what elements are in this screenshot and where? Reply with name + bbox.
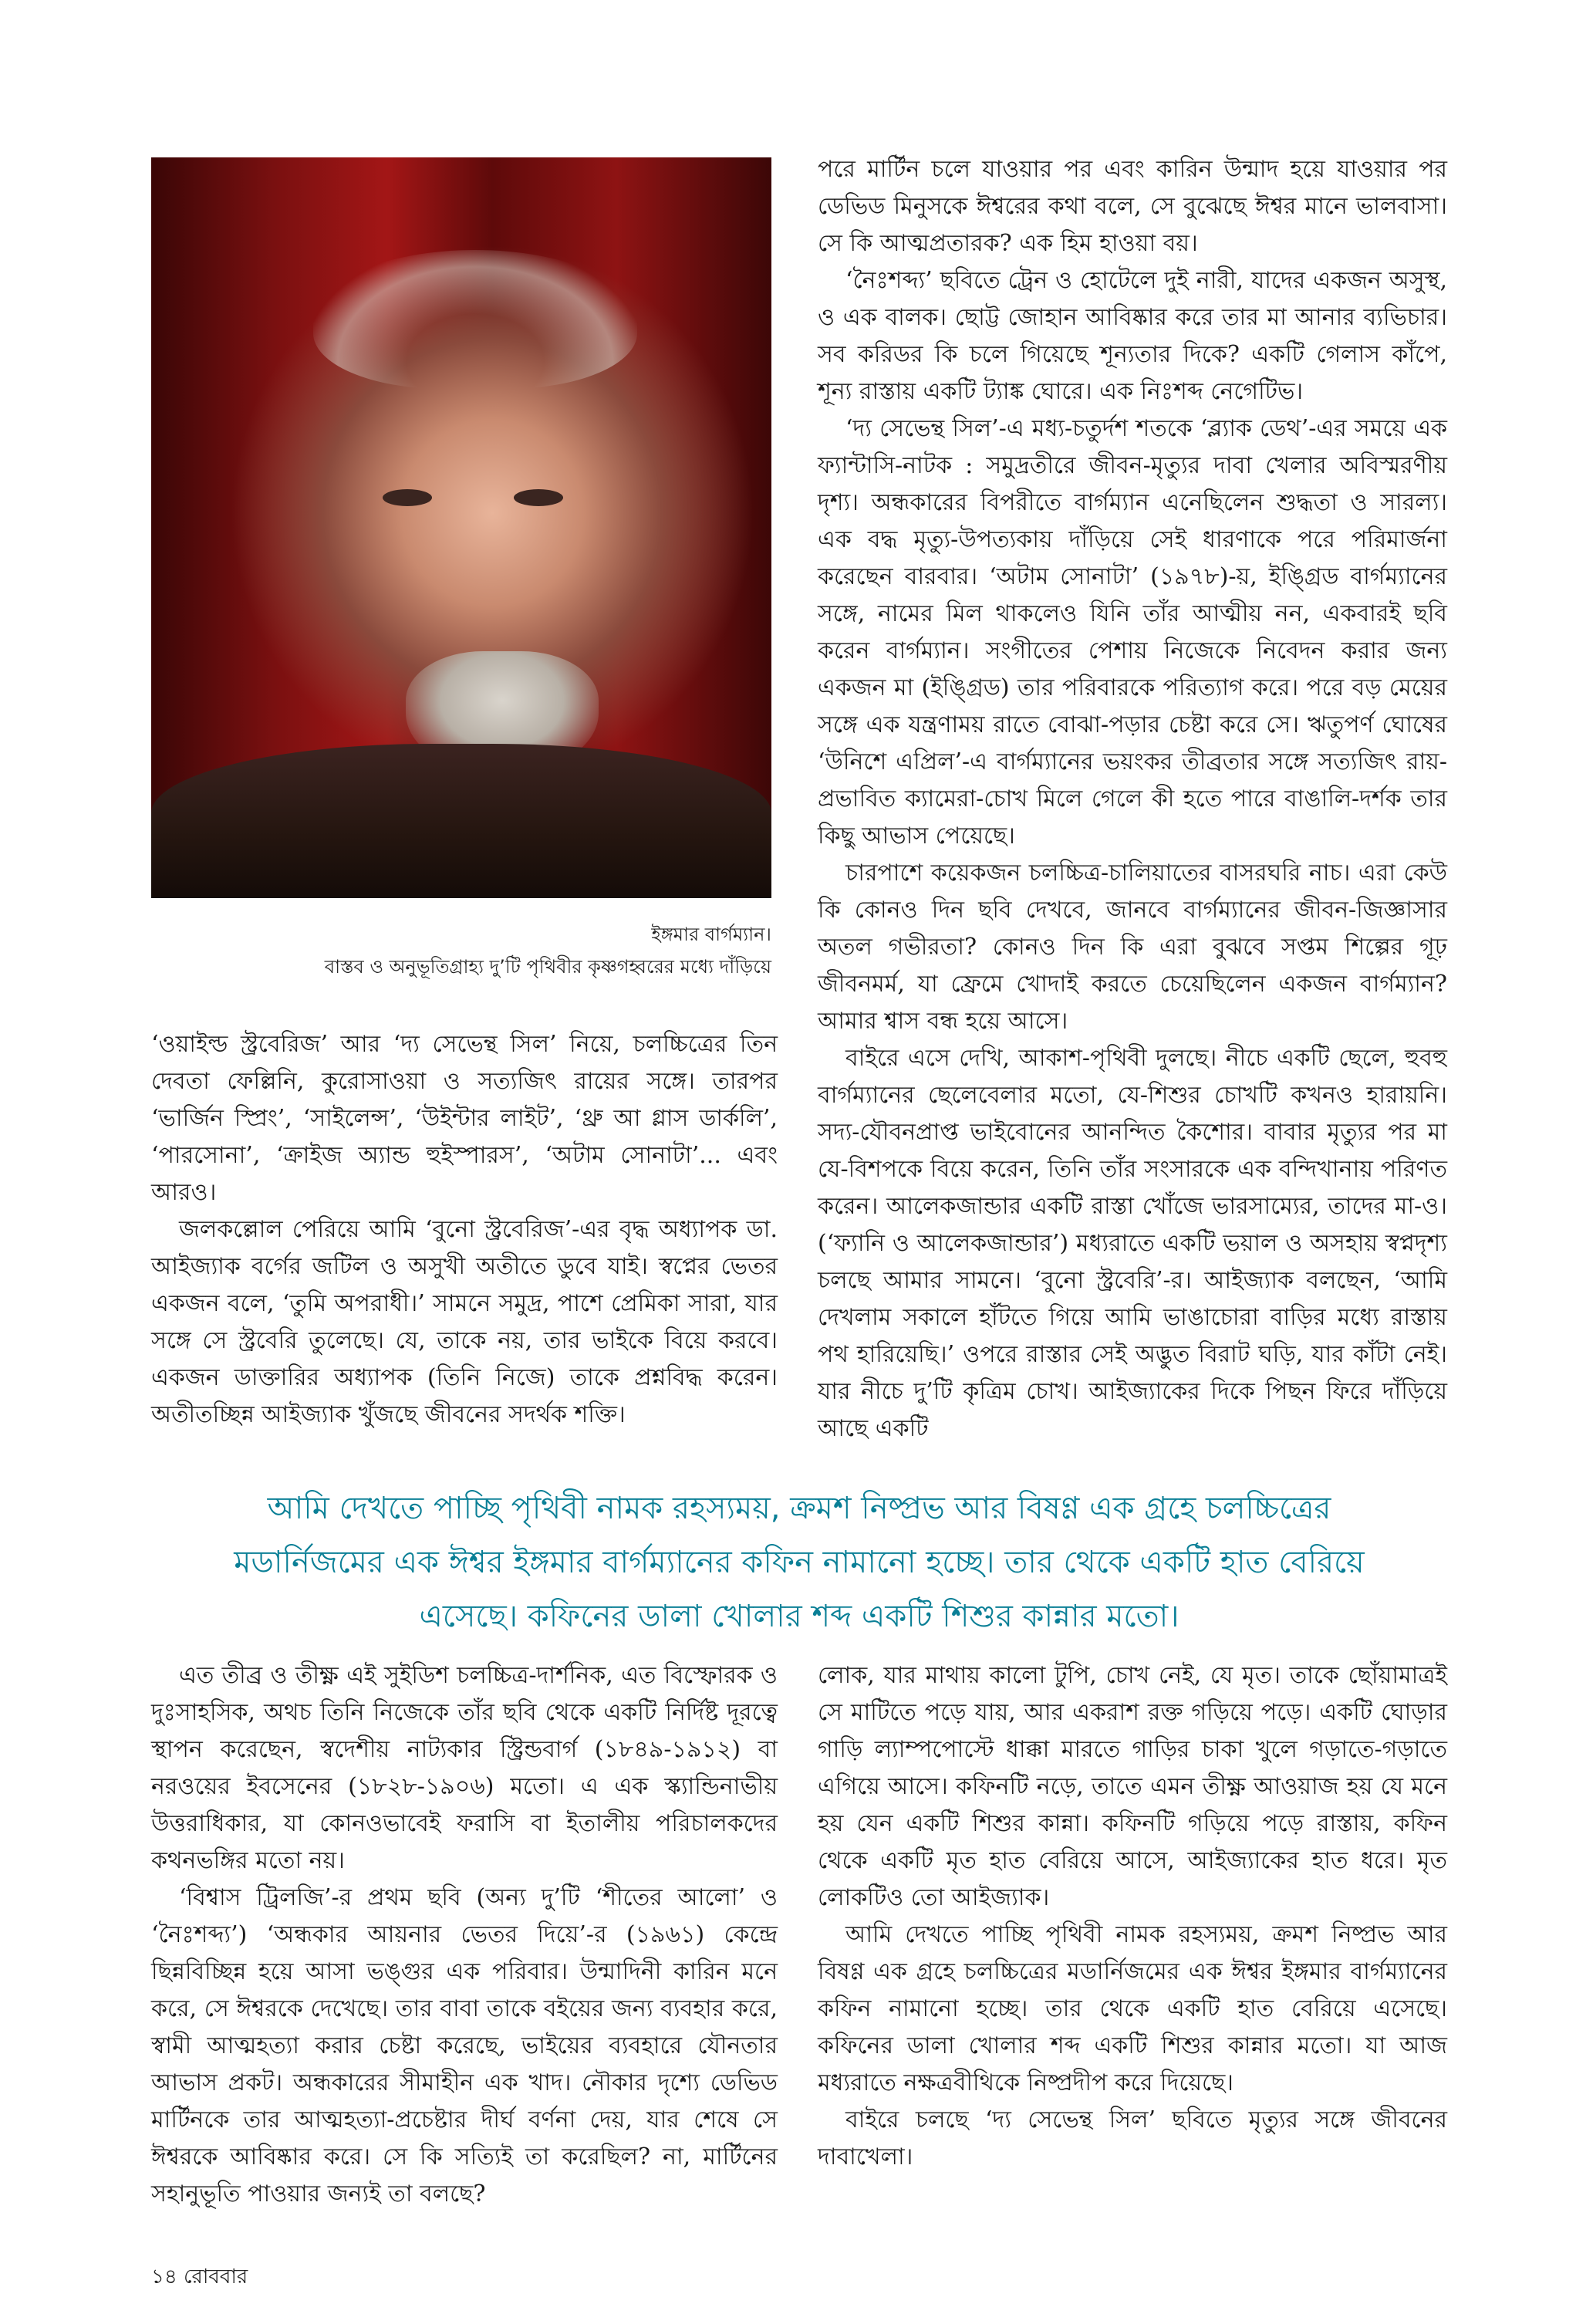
paragraph: আমি দেখতে পাচ্ছি পৃথিবী নামক রহস্যময়, ক্রমশ নিষ্প্রভ আর বিষণ্ণ এক গ্রহে চলচ্চিত্রের মডার্নিজমের এক ঈশ্বর ইঙ্গমার বার্গম্যানের কফিন নামানো হচ্ছে। তার থেকে একটি হাত বেরিয়ে এসেছে। কফিনের ডালা খোলার শব্দ একটি শিশুর কান্নার মতো। যা আজ মধ্যরাতে নক্ষত্রবীথিকে নিষ্প্রদীপ করে দিয়েছে। xyxy=(818,1921,1447,2096)
caption-line-1: ইঙ্গমার বার্গম্যান। xyxy=(651,924,771,945)
photo-jacket xyxy=(151,744,771,898)
photo-right-eye xyxy=(514,489,563,506)
caption-line-2: বাস্তব ও অনুভূতিগ্রাহ্য দু’টি পৃথিবীর কৃষ্ণগহ্বরের মধ্যে দাঁড়িয়ে xyxy=(324,956,771,978)
portrait-photo xyxy=(151,157,771,898)
paragraph: বাইরে এসে দেখি, আকাশ-পৃথিবী দুলছে। নীচে একটি ছেলে, হুবহু বার্গম্যানের ছেলেবেলার মতো, যে-শিশুর চোখটি কখনও হারায়নি। সদ্য-যৌবনপ্রাপ্ত ভাইবোনের আনন্দিত কৈশোর। বাবার মৃত্যুর পর মা যে-বিশপকে বিয়ে করেন, তিনি তাঁর সংসারকে এক বন্দিখানায় পরিণত করেন। আলেকজান্ডার একটি রাস্তা খোঁজে ভারসাম্যের, তাদের মা-ও। (‘ফ্যানি ও আলেকজান্ডার’) মধ্যরাতে একটি ভয়াল ও অসহায় স্বপ্নদৃশ্য চলছে আমার সামনে। ‘বুনো স্ট্রবেরি’-র। আইজ্যাক বলছেন, ‘আমি দেখলাম সকালে হাঁটতে গিয়ে আমি ভাঙাচোরা বাড়ির মধ্যে রাস্তায় পথ হারিয়েছি।’ ওপরে রাস্তার সেই অদ্ভুত বিরাট ঘড়ি, যার কাঁটা নেই। যার নীচে দু’টি কৃত্রিম চোখ। আইজ্যাকের দিকে পিছন ফিরে দাঁড়িয়ে আছে একটি xyxy=(818,1045,1447,1442)
column-bottom-right xyxy=(818,1657,1447,2176)
photo-caption xyxy=(139,918,771,983)
paragraph: ‘বিশ্বাস ট্রিলজি’-র প্রথম ছবি (অন্য দু’টি ‘শীতের আলো’ ও ‘নৈঃশব্দ্য’) ‘অন্ধকার আয়নার ভেতর দিয়ে’-র (১৯৬১) কেন্দ্রে ছিন্নবিচ্ছিন্ন হয়ে আসা ভঙ্গুর এক পরিবার। উন্মাদিনী কারিন মনে করে, সে ঈশ্বরকে দেখেছে। তার বাবা তাকে বইয়ের জন্য ব্যবহার করে, স্বামী আত্মহত্যা করার চেষ্টা করেছে, ভাইয়ের ব্যবহারে যৌনতার আভাস প্রকট। অন্ধকারের সীমাহীন এক খাদ। নৌকার দৃশ্যে ডেভিড মার্টিনকে তার আত্মহত্যা-প্রচেষ্টার দীর্ঘ বর্ণনা দেয়, যার শেষে সে ঈশ্বরকে আবিষ্কার করে। সে কি সত্যিই তা করেছিল? না, মার্টিনের সহানুভূতি পাওয়ার জন্যই তা বলছে? xyxy=(151,1884,778,2207)
pull-quote xyxy=(151,1481,1447,1643)
column-bottom-left xyxy=(151,1657,778,2213)
pull-quote-line: এসেছে। কফিনের ডালা খোলার শব্দ একটি শিশুর কান্নার মতো। xyxy=(419,1599,1179,1634)
paragraph: ‘দ্য সেভেন্থ সিল’-এ মধ্য-চতুর্দশ শতকে ‘ব্ল্যাক ডেথ’-এর সময়ে এক ফ্যান্টাসি-নাটক : সমুদ্রতীরে জীবন-মৃত্যুর দাবা খেলার অবিস্মরণীয় দৃশ্য। অন্ধকারের বিপরীতে বার্গম্যান এনেছিলেন শুদ্ধতা ও সারল্য। এক বদ্ধ মৃত্যু-উপত্যকায় দাঁড়িয়ে সেই ধারণাকে পরে পরিমার্জনা করেছেন বারবার। ‘অটাম সোনাটা’ (১৯৭৮)-য়, ইঙ্গ্রিড বার্গম্যানের সঙ্গে, নামের মিল থাকলেও যিনি তাঁর আত্মীয় নন, একবারই ছবি করেন বার্গম্যান। সংগীতের পেশায় নিজেকে নিবেদন করার জন্য একজন মা (ইঙ্গ্রিড) তার পরিবারকে পরিত্যাগ করে। পরে বড় মেয়ের সঙ্গে এক যন্ত্রণাময় রাতে বোঝা-পড়ার চেষ্টা করে সে। ঋতুপর্ণ ঘোষের ‘উনিশে এপ্রিল’-এ বার্গম্যানের ভয়ংকর তীব্রতার সঙ্গে সত্যজিৎ রায়-প্রভাবিত ক্যামেরা-চোখ মিলে গেলে কী হতে পারে বাঙালি-দর্শক তার কিছু আভাস পেয়েছে। xyxy=(818,415,1447,850)
page-footer: ১৪ রোববার xyxy=(151,2265,248,2289)
photo-left-eye xyxy=(383,489,432,506)
paragraph: জলকল্লোল পেরিয়ে আমি ‘বুনো স্ট্রবেরিজ’-এর বৃদ্ধ অধ্যাপক ডা. আইজ্যাক বর্গের জটিল ও অসুখী অতীতে ডুবে যাই। স্বপ্নের ভেতর একজন বলে, ‘তুমি অপরাধী।’ সামনে সমুদ্র, পাশে প্রেমিকা সারা, যার সঙ্গে সে স্ট্রবেরি তুলেছে। যে, তাকে নয়, তার ভাইকে বিয়ে করবে। একজন ডাক্তারির অধ্যাপক (তিনি নিজে) তাকে প্রশ্নবিদ্ধ করেন। অতীতচ্ছিন্ন আইজ্যাক খুঁজছে জীবনের সদর্থক শক্তি। xyxy=(151,1216,778,1428)
paragraph: বাইরে চলছে ‘দ্য সেভেন্থ সিল’ ছবিতে মৃত্যুর সঙ্গে জীবনের দাবাখেলা। xyxy=(818,2106,1447,2170)
paragraph: ‘নৈঃশব্দ্য’ ছবিতে ট্রেন ও হোটেলে দুই নারী, যাদের একজন অসুস্থ, ও এক বালক। ছোট্ট জোহান আবিষ্কার করে তার মা আনার ব্যভিচার। সব করিডর কি চলে গিয়েছে শূন্যতার দিকে? একটি গেলাস কাঁপে, শূন্য রাস্তায় একটি ট্যাঙ্ক ঘোরে। এক নিঃশব্দ নেগেটিভ। xyxy=(818,267,1447,405)
column-top-left xyxy=(151,1026,778,1434)
photo-hair xyxy=(313,250,637,389)
paragraph: লোক, যার মাথায় কালো টুপি, চোখ নেই, যে মৃত। তাকে ছোঁয়ামাত্রই সে মাটিতে পড়ে যায়, আর একরাশ রক্ত গড়িয়ে পড়ে। একটি ঘোড়ার গাড়ি ল্যাম্পপোস্টে ধাক্কা মারতে গাড়ির চাকা খুলে গড়াতে-গড়াতে এগিয়ে আসে। কফিনটি নড়ে, তাতে এমন তীক্ষ্ণ আওয়াজ হয় যে মনে হয় যেন একটি শিশুর কান্না। কফিনটি গড়িয়ে পড়ে রাস্তায়, কফিন থেকে একটি মৃত হাত বেরিয়ে আসে, আইজ্যাকের হাত ধরে। মৃত লোকটিও তো আইজ্যাক। xyxy=(818,1662,1447,1911)
pull-quote-line: মডার্নিজমের এক ঈশ্বর ইঙ্গমার বার্গম্যানের কফিন নামানো হচ্ছে। তার থেকে একটি হাত বেরিয়ে xyxy=(234,1545,1365,1580)
paragraph: ‘ওয়াইল্ড স্ট্রবেরিজ’ আর ‘দ্য সেভেন্থ সিল’ নিয়ে, চলচ্চিত্রের তিন দেবতা ফেল্লিনি, কুরোসাওয়া ও সত্যজিৎ রায়ের সঙ্গে। তারপর ‘ভার্জিন স্প্রিং’, ‘সাইলেন্স’, ‘উইন্টার লাইট’, ‘থ্রু আ গ্লাস ডার্কলি’, ‘পারসোনা’, ‘ক্রাইজ অ্যান্ড হুইস্পারস’, ‘অটাম সোনাটা’... এবং আরও। xyxy=(151,1031,778,1206)
pull-quote-line: আমি দেখতে পাচ্ছি পৃথিবী নামক রহস্যময়, ক্রমশ নিষ্প্রভ আর বিষণ্ণ এক গ্রহে চলচ্চিত্রের xyxy=(267,1491,1331,1526)
paragraph: এত তীব্র ও তীক্ষ্ণ এই সুইডিশ চলচ্চিত্র-দার্শনিক, এত বিস্ফোরক ও দুঃসাহসিক, অথচ তিনি নিজেকে তাঁর ছবি থেকে একটি নির্দিষ্ট দূরত্বে স্থাপন করেছেন, স্বদেশীয় নাট্যকার স্ট্রিন্ডবার্গ (১৮৪৯-১৯১২) বা নরওয়ের ইবসেনের (১৮২৮-১৯০৬) মতো। এ এক স্ক্যান্ডিনাভীয় উত্তরাধিকার, যা কোনওভাবেই ফরাসি বা ইতালীয় পরিচালকদের কথনভঙ্গির মতো নয়। xyxy=(151,1662,778,1874)
paragraph: চারপাশে কয়েকজন চলচ্চিত্র-চালিয়াতের বাসরঘরি নাচ। এরা কেউ কি কোনও দিন ছবি দেখবে, জানবে বার্গম্যানের জীবন-জিজ্ঞাসার অতল গভীরতা? কোনও দিন কি এরা বুঝবে সপ্তম শিল্পের গূঢ় জীবনমর্ম, যা ফ্রেমে খোদাই করতে চেয়েছিলেন একজন বার্গম্যান? আমার শ্বাস বন্ধ হয়ে আসে। xyxy=(818,860,1447,1035)
paragraph: পরে মার্টিন চলে যাওয়ার পর এবং কারিন উন্মাদ হয়ে যাওয়ার পর ডেভিড মিনুসকে ঈশ্বরের কথা বলে, সে বুঝেছে ঈশ্বর মানে ভালবাসা। সে কি আত্মপ্রতারক? এক হিম হাওয়া বয়। xyxy=(818,156,1447,257)
column-top-right xyxy=(818,151,1447,1447)
